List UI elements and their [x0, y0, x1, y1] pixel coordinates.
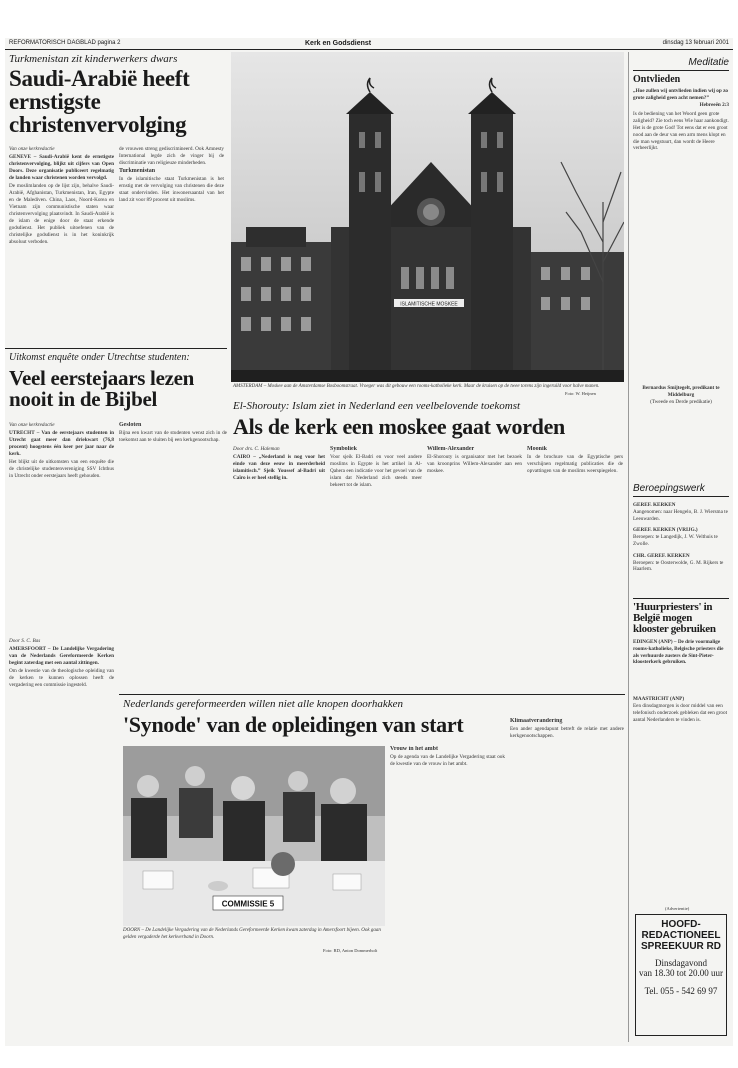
article4-subhead2: Klimaatverandering: [510, 718, 563, 724]
article4-body3: Een ander agendapunt betreft de relatie met andere kerkgenootschappen.: [510, 726, 624, 739]
meditatie-quote: „Hoe zullen wij ontvlieden indien wij op zo grote zaligheid geen acht nemen?”: [633, 88, 728, 101]
article4-kicker: Nederlands gereformeerden willen niet alle knopen doorhakken: [123, 698, 404, 710]
article4-subhead1: Vrouw in het ambt: [390, 746, 438, 752]
spreekuur-ad: [635, 914, 727, 1036]
article4-body: Om de kwestie van de theologische opleiding van de kerken te kunnen oplossen heeft de vergadering een commissie ingesteld.: [9, 668, 114, 688]
ad-line5: van 18.30 tot 20.00 uur: [639, 968, 723, 978]
article4-body2: Op de agenda van de Landelijke Vergadering staat ook de kwestie van de vrouw in het ambt.: [390, 754, 505, 767]
article1-col1: [9, 146, 114, 346]
beroepingswerk-text: Beroepen: te Langedijk, J. W. Velthuis te Zwolle.: [633, 534, 718, 547]
meditatie-author-note: (Tweede en Derde predikatie): [650, 398, 712, 405]
article1-body2: de vrouwen streng gediscrimineerd. Ook Amnesty International legde zich de vinger bij de discriminatie van religieuze minderheden.: [119, 146, 224, 166]
article2-byline: Door drs. C. Haleman: [233, 446, 280, 452]
meditatie-author: Bernardus Smijtegelt, predikant te Middelburg: [642, 385, 720, 399]
header-right: dinsdag 13 februari 2001: [662, 40, 729, 46]
article2-subhead2: Willem-Alexander: [427, 446, 475, 452]
article2-kicker: El-Shorouty: Islam ziet in Nederland een veelbelovende toekomst: [233, 400, 521, 412]
header-left: REFORMATORISCH DAGBLAD pagina 2: [9, 40, 121, 46]
article3-body: Het blijkt uit de uitkomsten van een enquête die de christelijke studentenvereniging SSV Ichthus in Utrecht onder eerstejaars heeft gehouden.: [9, 459, 114, 479]
ad-label: (Advertentie): [665, 906, 690, 911]
article2-col2: [330, 446, 422, 694]
article1-body3: In de islamitische staat Turkmenistan is het ernstig met de vervolging van christenen die deze staat ondervinden. Het inwonersaantal van het land zit voor 89 procent uit moslims.: [119, 176, 224, 203]
article2-headline: Als de kerk een moskee gaat worden: [233, 414, 565, 439]
meditatie-heading: Ontvlieden: [633, 74, 681, 85]
article2-body2: El-Shorouty is organisator met het bezoek van kroonprins Willem-Alexander aan een moskee.: [427, 454, 522, 474]
article2-body1: Voor sjeik El-Badri en voor veel andere moslims in Egypte is het artikel in Al-Qahera een indicatie voor het gevoel van de islam dat Nederland zich steeds meer bekeert tot de islam.: [330, 454, 422, 488]
article3-subhead: Gesloten: [119, 422, 142, 428]
article4-headline: 'Synode' van de opleidingen van start: [123, 712, 464, 737]
article1-byline: Van onze kerkredactie: [9, 146, 55, 152]
mosque-photo-credit: Foto: W. Heijnen: [565, 391, 596, 396]
beroepingswerk-church: CHR. GEREF. KERKEN: [633, 552, 690, 559]
ad-line3: SPREEKUUR RD: [640, 941, 721, 952]
article4-lead: AMERSFOORT – De Landelijke Vergadering van de Nederlands Gereformeerde Kerken begint zaterdag met een aantal zittingen.: [9, 646, 114, 666]
beroepingswerk-text: Beroepen: te Oosterwolde, G. M. Rijkers te Haarlem.: [633, 559, 724, 573]
meditatie-title: Meditatie: [688, 57, 729, 68]
article3-kicker: Uitkomst enquête onder Utrechtse studenten:: [9, 352, 190, 363]
article2-subhead1: Symboliek: [330, 446, 358, 452]
article4-byline: Door S. C. Bas: [9, 638, 41, 644]
synod-photo-image: [123, 746, 385, 926]
meditatie-box: [633, 52, 729, 406]
article2-col3: [427, 446, 522, 694]
article4-col1: [9, 638, 114, 1038]
beroepingswerk-entry: [633, 553, 729, 573]
beroepingswerk-box: [633, 478, 729, 573]
article2-body3: In de brochure van de Egyptische pers verschijnen regelmatig publicaties die de opvattingen van de moslims weerspiegelen.: [527, 454, 623, 474]
article4-rule: [119, 694, 625, 695]
huurpriesters-box: [633, 598, 729, 723]
beroepingswerk-title: Beroepingswerk: [633, 483, 705, 494]
meditatie-body: Is de bediening van het Woord geen grote zaligheid? Zie toch eens Wie haar aankondigt. Het is de grote God! Tot eens dat er een groot nood aan de deur van een arm mens klopt en die man wegstuurt, dan wordt de Heere verheerlijkt.: [633, 111, 729, 152]
article1-kicker: Turkmenistan zit kinderwerkers dwars: [9, 53, 178, 65]
mosque-photo: [231, 52, 624, 382]
huurpriesters-headline: 'Huurpriesters' in België mogen klooster gebruiken: [633, 601, 716, 635]
article3-lead: UTRECHT – Van de eerstejaars studenten in Utrecht gaat meer dan driekwart (76,8 procent) hoogstens één keer per jaar naar de kerk.: [9, 430, 114, 457]
article3-col1: [9, 422, 114, 632]
beroepingswerk-church: GEREF. KERKEN: [633, 502, 676, 508]
article3-byline: Van onze kerkredactie: [9, 422, 55, 428]
article1-col2: [119, 146, 224, 346]
article4-col3: [510, 718, 624, 1036]
article2-col4: [527, 446, 623, 694]
meditatie-ref: Hebreeën 2:3: [699, 101, 729, 108]
mosque-caption: AMSTERDAM – Moskee aan de Amsterdamse Bosboomstraat. Vroeger was dit gebouw een rooms-katholieke kerk. Maar de kruisen op de twee torens zijn ingeruild voor halve manen.: [233, 384, 600, 389]
article2-col1: [233, 446, 325, 694]
article1-headline: Saudi-Arabië heeft ernstigste christenvervolging: [9, 66, 190, 137]
ad-line2: REDACTIONEEL: [641, 930, 721, 941]
huurpriesters-lead: EDINGEN (ANP) – De drie voormalige rooms-katholieke, Belgische priesters die als verhuurde zusters de Sint-Pieter-kloosterkerk gebruiken.: [633, 639, 724, 666]
synod-photo: [123, 746, 385, 926]
ad-line4: Dinsdagavond: [655, 958, 707, 968]
mosque-banner: ISLAMITISCHE MOSKEE: [400, 301, 458, 308]
article1-lead: GENEVE – Saudi-Arabië kent de ernstigste christenvervolging, blijkt uit cijfers van Open Doors. Deze organisatie publiceert regelmatig de landen waar christenen worden vervolgd.: [9, 154, 114, 181]
article3-rule: [5, 348, 227, 349]
synod-caption: DOORN – De Landelijke Vergadering van de Nederlands Gereformeerde Kerken kwam zaterdag in Amersfoort bijeen. Ook gaan gelden vergaderde het kerkverband in Doorn.: [123, 928, 381, 940]
beroepingswerk-entry: [633, 527, 729, 547]
huurpriesters-body: Een dinsdagmorgen is door middel van een telefonisch onderzoek gebleken dat een groot aantal Nederlanders te vinden is.: [633, 702, 728, 723]
article1-subhead: Turkmenistan: [119, 168, 156, 174]
article1-body: De moslimlanden op de lijst zijn, behalve Saudi-Arabië, Afghanistan, Turkmenistan, Iran, Egypte en de Malediven. China, Laos, Noord-Korea en Vietnam zijn communistische staten waar christenvervolging plaatsvindt. In Saudi-Arabië is de islam de enige door de staat erkende godsdienst. Het publiek uitoefenen van de christelijke godsdienst is in het koninkrijk absoluut verboden.: [9, 183, 114, 245]
beroepingswerk-entry: [633, 502, 729, 522]
article2-subhead3: Moonik: [527, 446, 548, 452]
article2-lead: CAIRO – „Nederland is nog voor het einde van deze eeuw in meerderheid islamitisch.” Sjeik Youssef al-Badri uit Caïro is er heel stellig in.: [233, 454, 325, 481]
article3-headline: Veel eerstejaars lezen nooit in de Bijbel: [9, 366, 195, 411]
synod-photo-credit: Foto: RD, Anton Dommerholt: [323, 948, 378, 953]
huurpriesters-subhead: MAASTRICHT (ANP): [633, 696, 685, 703]
ad-line6: Tel. 055 - 542 69 97: [644, 986, 718, 996]
header-rule: [5, 49, 733, 50]
mosque-photo-image: [231, 52, 624, 382]
header-center: Kerk en Godsdienst: [305, 40, 372, 47]
article3-col2: [119, 422, 227, 632]
beroepingswerk-text: Aangenomen: naar Hengelo, B. J. Wiersma te Leeuwarden.: [633, 508, 728, 522]
sidebar-divider: [628, 52, 629, 1042]
article4-col2: [390, 746, 505, 1036]
beroepingswerk-church: GEREF. KERKEN (VRIJG.): [633, 527, 698, 534]
newspaper-page: [5, 38, 733, 1046]
synod-sign: COMMISSIE 5: [221, 899, 275, 909]
ad-line1: HOOFD-: [661, 919, 701, 930]
article3-body2: Bijna een kwart van de studenten wenst zich in de toekomst aan te sluiten bij een kerkgenootschap.: [119, 430, 227, 443]
